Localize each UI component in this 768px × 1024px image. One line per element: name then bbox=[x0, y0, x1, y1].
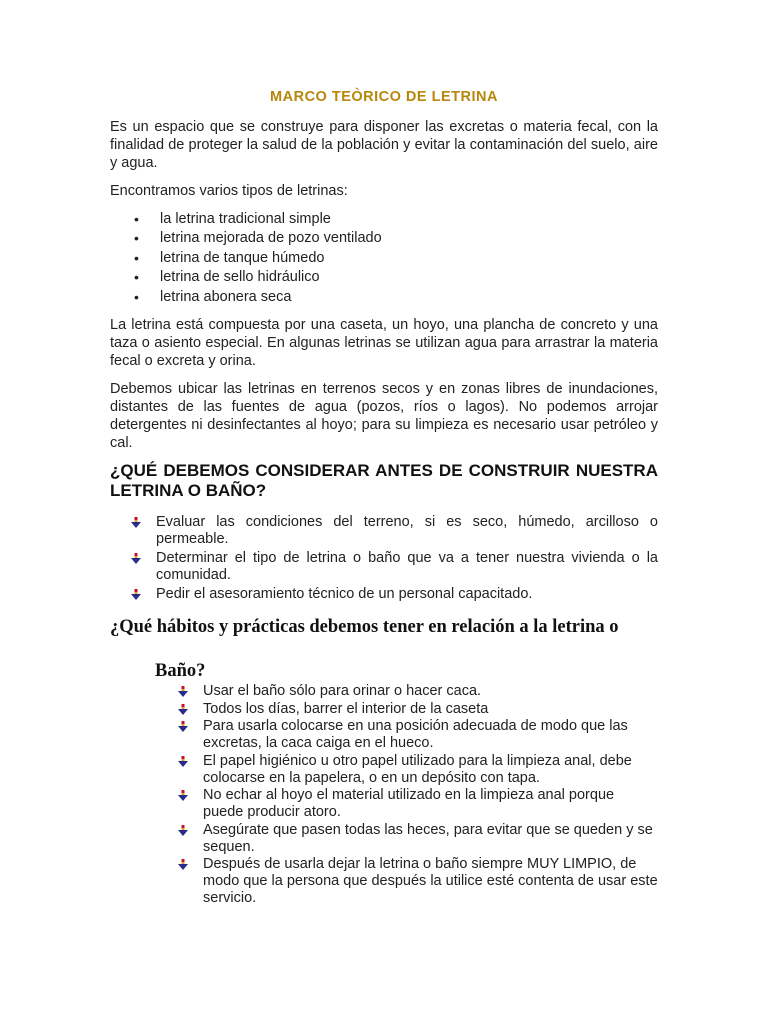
list-item-text: Para usarla colocarse en una posición adecuada de modo que las excretas, la caca caiga en el hueco. bbox=[203, 718, 628, 751]
intro-paragraph: Es un espacio que se construye para disponer las excretas o materia fecal, con la finalidad de proteger la salud de la población y evitar la contaminación del suelo, aire y agua. bbox=[110, 119, 658, 171]
list-item-text: El papel higiénico u otro papel utilizado para la limpieza anal, debe colocarse en la papelera, o en un depósito con tapa. bbox=[203, 752, 632, 786]
list-item-text: letrina abonera seca bbox=[160, 288, 292, 305]
list-item bbox=[178, 683, 658, 700]
bullet-icon: • bbox=[134, 269, 139, 286]
list-item-text: Evaluar las condiciones del terreno, si es seco, húmedo, arcilloso o permeable. bbox=[156, 514, 658, 547]
list-item bbox=[110, 229, 658, 248]
arrow-down-icon bbox=[131, 553, 141, 564]
list-item-text: Todos los días, barrer el interior de la caseta bbox=[203, 700, 489, 717]
list-item-text: Pedir el asesoramiento técnico de un personal capacitado. bbox=[156, 586, 533, 602]
list-item bbox=[131, 586, 658, 603]
list-item bbox=[110, 249, 658, 268]
list-item-text: letrina de sello hidráulico bbox=[160, 269, 320, 286]
arrow-down-icon bbox=[178, 859, 188, 870]
list-item bbox=[110, 268, 658, 287]
list-item bbox=[110, 288, 658, 307]
consider-heading: ¿QUÉ DEBEMOS CONSIDERAR ANTES DE CONSTRUIR NUESTRA LETRINA O BAÑO? bbox=[110, 461, 658, 500]
arrow-down-icon bbox=[178, 790, 188, 801]
page-title: MARCO TEÒRICO DE LETRINA bbox=[270, 89, 498, 105]
list-item-text: la letrina tradicional simple bbox=[160, 211, 331, 227]
bullet-icon: • bbox=[134, 288, 139, 305]
arrow-down-icon bbox=[178, 756, 188, 767]
habits-list bbox=[178, 683, 658, 908]
types-intro: Encontramos varios tipos de letrinas: bbox=[110, 183, 348, 199]
habits-heading-continuation: Baño? bbox=[155, 661, 206, 681]
list-item bbox=[178, 856, 658, 907]
list-item-text: Determinar el tipo de letrina o baño que va a tener nuestra vivienda o la comunidad. bbox=[156, 550, 658, 583]
bullet-icon: • bbox=[134, 249, 139, 266]
consider-list bbox=[131, 514, 658, 605]
list-item-text: Después de usarla dejar la letrina o baño siempre MUY LIMPIO, de modo que la persona que después la utilice esté contenta de usar este servicio. bbox=[203, 856, 658, 906]
list-item bbox=[131, 514, 658, 548]
list-item-text: Asegúrate que pasen todas las heces, para evitar que se queden y se sequen. bbox=[203, 821, 653, 855]
list-item-text: Usar el baño sólo para orinar o hacer caca. bbox=[203, 683, 482, 699]
list-item bbox=[178, 787, 658, 821]
arrow-down-icon bbox=[178, 704, 188, 715]
list-item bbox=[178, 753, 658, 787]
bullet-icon: • bbox=[134, 230, 139, 247]
arrow-down-icon bbox=[178, 721, 188, 732]
arrow-down-icon bbox=[131, 517, 141, 528]
list-item-text: letrina de tanque húmedo bbox=[160, 249, 325, 266]
location-paragraph: Debemos ubicar las letrinas en terrenos secos y en zonas libres de inundaciones, distantes de las fuentes de agua (pozos, ríos o lagos). No podemos arrojar detergentes ni desinfectantes al hoyo; para su limpieza es necesario usar petróleo y cal. bbox=[110, 381, 658, 451]
list-item bbox=[178, 718, 658, 752]
habits-heading: ¿Qué hábitos y prácticas debemos tener en relación a la letrina o bbox=[110, 617, 619, 637]
composition-paragraph: La letrina está compuesta por una caseta, un hoyo, una plancha de concreto y una taza o asiento especial. En algunas letrinas se utilizan agua para arrastrar la materia fecal o excreta y orina. bbox=[110, 317, 658, 369]
bullet-icon: • bbox=[134, 211, 139, 227]
arrow-down-icon bbox=[178, 686, 188, 697]
list-item-text: No echar al hoyo el material utilizado en la limpieza anal porque puede producir atoro. bbox=[203, 787, 615, 820]
list-item bbox=[178, 701, 658, 718]
arrow-down-icon bbox=[131, 589, 141, 600]
list-item bbox=[178, 822, 658, 856]
arrow-down-icon bbox=[178, 825, 188, 836]
list-item bbox=[110, 210, 658, 229]
letrina-types-list bbox=[110, 210, 658, 307]
list-item bbox=[131, 550, 658, 584]
list-item-text: letrina mejorada de pozo ventilado bbox=[160, 230, 382, 247]
